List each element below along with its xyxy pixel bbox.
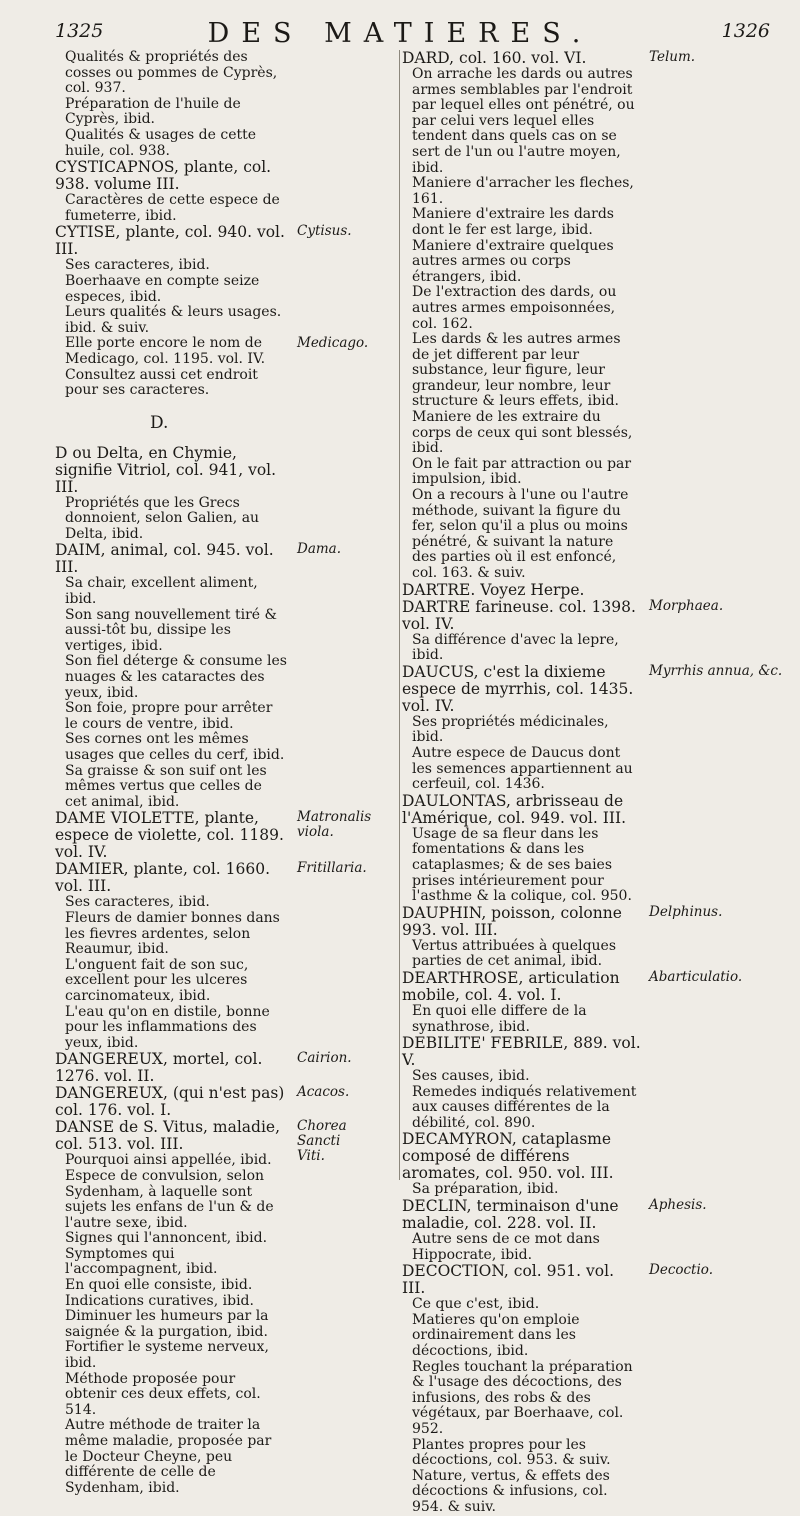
index-subentry <box>55 654 395 701</box>
latin-margin-note: Chorea Sancti Viti. <box>297 1118 347 1165</box>
index-subentry <box>402 633 787 664</box>
entry-text: Ses caracteres, ibid. <box>65 257 210 274</box>
entry-text: On arrache les dards ou autres armes semblables par l'endroit par lequel elles ont pénétré, ou par celui vers lequel elles tendent dans quels cas on se sert de l'un ou l'autre moyen, ibid. <box>412 66 635 176</box>
index-subentry <box>55 958 395 1005</box>
index-entry <box>55 159 395 193</box>
index-subentry <box>55 193 395 224</box>
entry-text: Autre sens de ce mot dans Hippocrate, ibid. <box>412 1231 600 1263</box>
index-subentry <box>55 1278 395 1294</box>
entry-heading: DAUPHIN, poisson, colonne 993. vol. III. <box>402 903 622 939</box>
latin-margin-note: Medicago. <box>297 335 369 352</box>
index-subentry <box>55 1005 395 1052</box>
entry-heading: DARTRE. Voyez Herpe. <box>402 580 585 599</box>
entry-text: Son foie, propre pour arrêter le cours de ventre, ibid. <box>65 700 273 732</box>
entry-text: Sa chair, excellent aliment, ibid. <box>65 575 258 608</box>
entry-text: Plantes propres pour les décoctions, col. 953. & suiv. <box>412 1436 611 1469</box>
entry-text: Ses caracteres, ibid. <box>65 894 210 911</box>
index-subentry <box>55 97 395 128</box>
index-entry <box>402 50 787 67</box>
entry-heading: DECLIN, terminaison d'une maladie, col. 228. vol. II. <box>402 1197 619 1233</box>
entry-text: Nature, vertus, & effets des décoctions & infusions, col. 954. & suiv. <box>412 1467 610 1515</box>
index-entry <box>402 1035 787 1069</box>
entry-text: Propriétés que les Grecs donnoient, selon Galien, au Delta, ibid. <box>65 494 260 542</box>
left-column <box>55 49 395 1496</box>
index-subentry <box>55 701 395 732</box>
latin-margin-note: Decoctio. <box>649 1262 713 1279</box>
entry-text: Indications curatives, ibid. <box>65 1292 254 1309</box>
latin-margin-note: Morphaea. <box>649 597 724 614</box>
index-entry <box>55 861 395 895</box>
entry-text: Espece de convulsion, selon Sydenham, à laquelle sont sujets les enfans de l'un & de l'autre sexe, ibid. <box>65 1167 274 1231</box>
latin-margin-note: Cytisus. <box>297 223 352 240</box>
index-subentry <box>55 732 395 763</box>
entry-text: Diminuer les humeurs par la saignée & la purgation, ibid. <box>65 1308 269 1340</box>
index-subentry <box>402 827 787 905</box>
right-page-number: 1326 <box>721 20 770 42</box>
index-entry <box>402 599 787 633</box>
entry-heading: DAME VIOLETTE, plante, espece de violette, col. 1189. vol. IV. <box>55 809 284 862</box>
entry-heading: DECOCTION, col. 951. vol. III. <box>402 1262 614 1298</box>
entry-heading: DARTRE farineuse. col. 1398. vol. IV. <box>402 597 636 633</box>
index-entry <box>55 810 395 861</box>
left-page-number: 1325 <box>55 20 104 42</box>
index-subentry <box>55 1169 395 1231</box>
entry-text: Maniere d'extraire les dards dont le fer est large, ibid. <box>412 206 614 238</box>
index-entry <box>402 664 787 715</box>
index-subentry <box>55 336 395 367</box>
entry-heading: DANSE de S. Vitus, maladie, col. 513. vol. III. <box>55 1118 280 1154</box>
index-subentry <box>55 1418 395 1496</box>
running-title: DES MATIERES. <box>207 18 593 49</box>
entry-heading: CYTISE, plante, col. 940. vol. III. <box>55 223 285 259</box>
entry-text: Autre espece de Daucus dont les semences appartiennent au cerfeuil, col. 1436. <box>412 744 633 793</box>
index-subentry <box>402 715 787 746</box>
latin-margin-note: Fritillaria. <box>297 860 367 877</box>
index-subentry <box>402 332 787 410</box>
latin-margin-note: Cairion. <box>297 1050 352 1067</box>
index-subentry <box>402 1469 787 1516</box>
index-subentry <box>402 939 787 970</box>
index-subentry <box>402 239 787 286</box>
entry-text: On a recours à l'une ou l'autre méthode, suivant la figure du fer, selon qu'il a plus ou moins pénétré, & suivant la nature des parties où il est enfoncé, col. 163. & suiv. <box>412 487 629 581</box>
entry-text: Symptomes qui l'accompagnent, ibid. <box>65 1245 218 1278</box>
entry-text: Maniere d'arracher les fleches, 161. <box>412 175 634 207</box>
latin-margin-note: Dama. <box>297 541 342 558</box>
entry-text: L'onguent fait de son suc, excellent pour les ulceres carcinomateux, ibid. <box>65 956 249 1004</box>
entry-text: Préparation de l'huile de Cyprès, ibid. <box>65 95 241 128</box>
entry-text: Autre méthode de traiter la même maladie, proposée par le Docteur Cheyne, peu différente de celle de Sydenham, ibid. <box>65 1417 272 1496</box>
index-entry <box>402 1198 787 1232</box>
index-entry <box>55 224 395 258</box>
entry-text: Qualités & propriétés des cosses ou pommes de Cyprès, col. 937. <box>65 49 278 97</box>
entry-text: Consultez aussi cet endroit pour ses caracteres. <box>65 366 258 399</box>
right-column <box>402 49 787 1515</box>
index-subentry <box>402 488 787 582</box>
entry-text: Matieres qu'on emploie ordinairement dans les décoctions, ibid. <box>412 1311 580 1360</box>
index-entry <box>402 1131 787 1182</box>
entry-heading: DAULONTAS, arbrisseau de l'Amérique, col. 949. vol. III. <box>402 791 627 827</box>
latin-margin-note: Matronalis viola. <box>297 809 372 841</box>
entry-text: Regles touchant la préparation & l'usage des décoctions, des infusions, des robs & des végétaux, par Boerhaave, col. 952. <box>412 1358 633 1437</box>
index-subentry <box>55 496 395 543</box>
index-subentry <box>55 911 395 958</box>
latin-margin-note: Acacos. <box>297 1084 350 1101</box>
index-subentry <box>55 258 395 274</box>
entry-text: Fortifier le systeme nerveux, ibid. <box>65 1339 269 1372</box>
index-subentry <box>402 1182 787 1198</box>
entry-text: Maniere d'extraire quelques autres armes ou corps étrangers, ibid. <box>412 237 614 285</box>
entry-heading: DAUCUS, c'est la dixieme espece de myrrhis, col. 1435. vol. IV. <box>402 662 634 715</box>
entry-text: En quoi elle consiste, ibid. <box>65 1277 253 1294</box>
entry-heading: DEBILITE' FEBRILE, 889. vol. V. <box>402 1034 641 1070</box>
index-entry <box>402 905 787 939</box>
latin-margin-note: Telum. <box>649 49 696 65</box>
entry-text: Qualités & usages de cette huile, col. 938. <box>65 126 257 159</box>
index-subentry <box>55 368 395 399</box>
entry-text: Caractères de cette espece de fumeterre, ibid. <box>65 192 280 224</box>
index-subentry <box>402 1313 787 1360</box>
index-subentry <box>402 1297 787 1313</box>
column-divider <box>399 50 400 1180</box>
index-subentry <box>55 1340 395 1371</box>
index-subentry <box>55 895 395 911</box>
entry-text: L'eau qu'on en distile, bonne pour les inflammations des yeux, ibid. <box>65 1003 270 1051</box>
entry-heading: DANGEREUX, (qui n'est pas) col. 176. vol. I. <box>55 1084 285 1120</box>
entry-text: Sa graisse & son suif ont les mêmes vertus que celles de cet animal, ibid. <box>65 762 267 810</box>
index-subentry <box>402 746 787 793</box>
index-subentry <box>402 1360 787 1438</box>
index-subentry <box>402 1085 787 1132</box>
entry-heading: DANGEREUX, mortel, col. 1276. vol. II. <box>55 1050 263 1086</box>
entry-text: Son fiel déterge & consume les nuages & les cataractes des yeux, ibid. <box>65 653 287 701</box>
entry-text: Ses cornes ont les mêmes usages que celles du cerf, ibid. <box>65 731 285 763</box>
entry-heading: D ou Delta, en Chymie, signifie Vitriol, col. 941, vol. III. <box>55 443 277 496</box>
entry-text: Méthode proposée pour obtenir ces deux effets, col. 514. <box>65 1370 261 1418</box>
index-subentry <box>55 1231 395 1247</box>
index-subentry <box>402 410 787 457</box>
entry-heading: CYSTICAPNOS, plante, col. 938. volume III. <box>55 158 272 194</box>
entry-text: On le fait par attraction ou par impulsion, ibid. <box>412 455 632 488</box>
entry-text: Ses causes, ibid. <box>412 1068 530 1085</box>
index-entry <box>402 970 787 1004</box>
entry-text: Sa différence d'avec la lepre, ibid. <box>412 631 619 664</box>
entry-text: En quoi elle differe de la synathrose, ibid. <box>412 1002 587 1035</box>
index-subentry <box>55 50 395 97</box>
latin-margin-note: Aphesis. <box>649 1197 707 1214</box>
index-subentry <box>402 67 787 176</box>
index-entry <box>55 445 395 496</box>
entry-text: Elle porte encore le nom de Medicago, col. 1195. vol. IV. <box>65 335 266 367</box>
index-subentry <box>402 285 787 332</box>
latin-margin-note: Abarticulatio. <box>649 968 743 985</box>
index-subentry <box>402 1438 787 1469</box>
index-subentry <box>55 576 395 607</box>
entry-text: Remedes indiqués relativement aux causes différentes de la débilité, col. 890. <box>412 1083 637 1131</box>
entry-text: Leurs qualités & leurs usages. ibid. & suiv. <box>65 304 282 336</box>
index-subentry <box>402 1004 787 1035</box>
index-subentry <box>402 176 787 207</box>
index-subentry <box>55 128 395 159</box>
entry-text: Pourquoi ainsi appellée, ibid. <box>65 1152 272 1169</box>
index-subentry <box>55 305 395 336</box>
index-subentry <box>402 207 787 238</box>
entry-text: Sa préparation, ibid. <box>412 1181 559 1198</box>
entry-text: Usage de sa fleur dans les fomentations & dans les cataplasmes; & de ses baies prises intérieurement pour l'asthme & la colique, col. 950. <box>412 825 632 905</box>
index-subentry <box>55 1294 395 1310</box>
page-header <box>0 18 800 48</box>
entry-text: Vertus attribuées à quelques parties de cet animal, ibid. <box>412 937 617 970</box>
entry-text: Ce que c'est, ibid. <box>412 1296 540 1313</box>
index-subentry <box>402 1069 787 1085</box>
entry-text: Signes qui l'annoncent, ibid. <box>65 1230 268 1247</box>
entry-text: Maniere de les extraire du corps de ceux qui sont blessés, ibid. <box>412 409 633 457</box>
index-entry <box>402 582 787 599</box>
section-letter: D. <box>150 412 169 433</box>
index-entry <box>55 1051 395 1085</box>
latin-margin-note: Delphinus. <box>649 903 723 920</box>
index-subentry <box>55 274 395 305</box>
index-subentry <box>402 1232 787 1263</box>
entry-heading: DAMIER, plante, col. 1660. vol. III. <box>55 860 271 896</box>
index-subentry <box>55 608 395 655</box>
entry-text: Ses propriétés médicinales, ibid. <box>412 713 609 746</box>
index-subentry <box>55 1309 395 1340</box>
entry-text: Boerhaave en compte seize especes, ibid. <box>65 272 260 305</box>
index-subentry <box>55 1153 395 1169</box>
index-entry <box>402 793 787 827</box>
entry-text: De l'extraction des dards, ou autres armes empoisonnées, col. 162. <box>412 284 617 332</box>
index-entry <box>402 1263 787 1297</box>
entry-heading: DAIM, animal, col. 945. vol. III. <box>55 541 274 577</box>
entry-heading: DARD, col. 160. vol. VI. <box>402 49 587 67</box>
entry-text: Son sang nouvellement tiré & aussi-tôt bu, dissipe les vertiges, ibid. <box>65 606 277 654</box>
index-entry <box>55 1085 395 1119</box>
entry-text: Fleurs de damier bonnes dans les fievres ardentes, selon Reaumur, ibid. <box>65 909 280 958</box>
index-subentry <box>55 764 395 811</box>
index-subentry <box>55 1247 395 1278</box>
index-subentry <box>55 1372 395 1419</box>
entry-text: Les dards & les autres armes de jet different par leur substance, leur figure, leur grandeur, leur nombre, leur structure & leurs effets, ibid. <box>412 331 621 410</box>
entry-heading: DECAMYRON, cataplasme composé de différens aromates, col. 950. vol. III. <box>402 1130 614 1183</box>
index-entry <box>55 542 395 576</box>
latin-margin-note: Myrrhis annua, &c. <box>649 662 783 679</box>
index-subentry <box>402 457 787 488</box>
entry-heading: DEARTHROSE, articulation mobile, col. 4. vol. I. <box>402 968 620 1004</box>
